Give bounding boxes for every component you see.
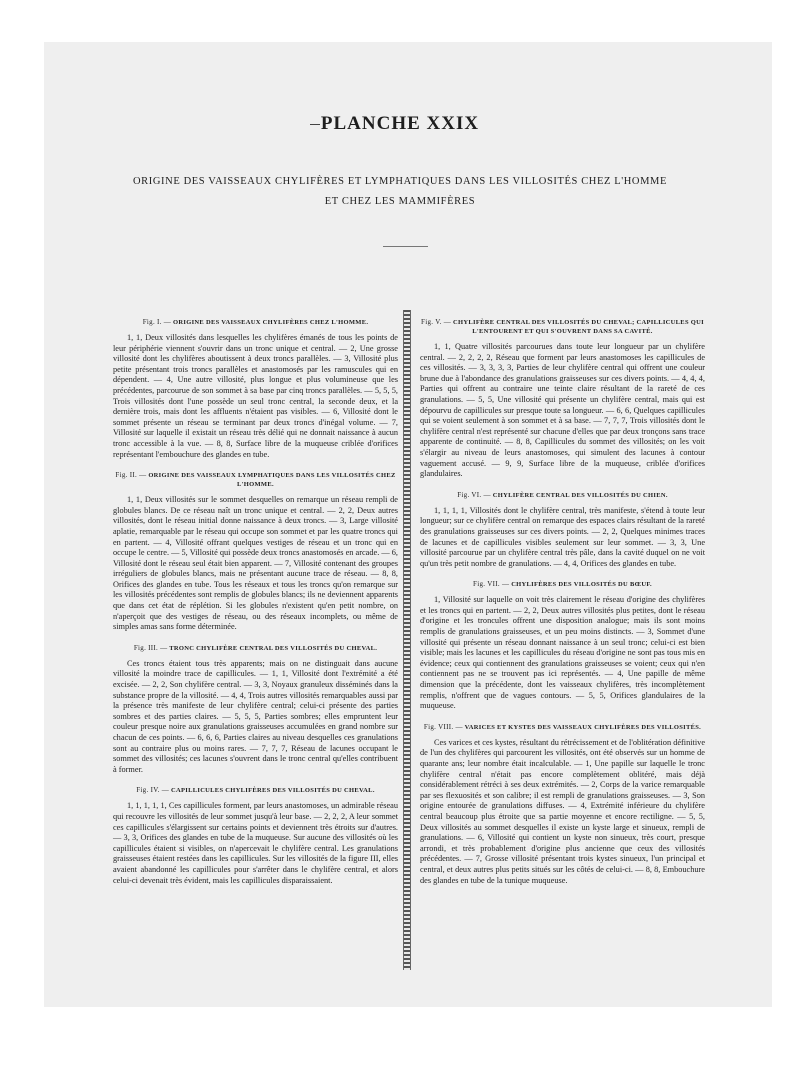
figure-description: 1, 1, Deux villosités sur le sommet desquelles on remarque un réseau rempli de globules blancs. De ce réseau naît un tronc unique et central. — 2, 2, Deux autres villosités, dont le réseau initial donne naissance à deux troncs. — 3, Large villosité aplatie, remarquable par le réseau qui occupe son sommet et par les quatre troncs qui en partent. — 4, Villosité offrant quelques vestiges de réseau et un tronc qui en occupe le centre. — 5, Villosité qui possède deux troncs anastomosés en arcade. — 6, Villosité dont le réseau seul était bien apparent. — 7, Villosité contenant des groupes irréguliers de globules blancs, mais ne présentant aucune trace de réseau. — 8, 8, Orifices des glandes en tube. Tous les réseaux et tous les troncs qu'on remarque sur les villosités précédentes sont remplis de globules blancs; ils ne deviennent apparents que dans cet état de réplétion. Si les globules n'existent qu'en petit nombre, on n'aperçoit que des vestiges de réseau, ou des réseaux incomplets, ou même de simples amas sans forme déterminée. (113, 495, 398, 632)
page-subtitle (120, 172, 680, 212)
figure-title: VARICES ET KYSTES DES VAISSEAUX CHYLIFÈRES DES VILLOSITÉS. (464, 723, 702, 731)
figure-label: Fig. I. — (142, 318, 172, 326)
figure-description: Ces troncs étaient tous très apparents; mais on ne distinguait dans aucune villosité la moindre trace de capillicules. — 1, 1, Villosité dont l'extrémité a été excisée. — 2, 2, Son chylifère central. — 3, 3, Noyaux granuleux disséminés dans la substance propre de la villosité. — 4, 4, Trois autres villosités remarquables aussi par la présence très manifeste de leur chylifère central; celui-ci présente des parties sombres et des parties claires. — 5, 5, 5, Parties sombres; elles empruntent leur couleur presque noire aux granulations graisseuses accumulées en grand nombre sur chacun de ces points. — 6, 6, 6, Parties claires au niveau desquelles ces granulations sont au contraire plus ou moins rares. — 7, 7, 7, Réseau de lacunes occupant le sommet des villosités; ces lacunes s'ouvrent dans le tronc central qu'elles contribuent à former. (113, 658, 398, 774)
figure-description: 1, Villosité sur laquelle on voit très clairement le réseau d'origine des chylifères et les troncs qui en partent. — 2, 2, Deux autres villosités plus petites, dont le réseau d'origine et les troncules offrent une disposition analogue; mais ils sont moins remplis de granulations graisseuses, et un peu moins distincts. — 3, Sommet d'une villosité qui présente un réseau donnant naissance à un seul tronc; celui-ci est bien visible; mais les lacunes et les capillicules du réseau d'origine ne sont pas tous mis en évidence; ceux qui contiennent des granulations graisseuses se voient; ceux qui n'en contiennent pas ne se trouvent pas ici représentés. — 4, Une papille de même dimension que la précédente, dont les vaisseaux chylifères, très incomplètement remplis, n'offrent que de vagues contours. — 5, 5, Orifices glandulaires de la muqueuse. (420, 595, 705, 711)
figure-heading (113, 644, 398, 653)
right-column (420, 318, 705, 897)
figure-heading (113, 786, 398, 795)
figure-title: ORIGINE DES VAISSEAUX CHYLIFÈRES CHEZ L'HOMME. (173, 319, 369, 326)
figure-label: Fig. VI. — (457, 490, 491, 499)
column-divider (403, 310, 411, 970)
figure-title: TRONC CHYLIFÈRE CENTRAL DES VILLOSITÉS DU CHEVAL. (169, 644, 378, 652)
figure-description: 1, 1, 1, 1, 1, Ces capillicules forment, par leurs anastomoses, un admirable réseau qui recouvre les villosités de leur sommet jusqu'à leur base. — 2, 2, 2, A leur sommet ces capillicules s'élargissent sur certains points et deviennent très étroits sur d'autres. — 3, 3, Orifices des glandes en tube de la muqueuse. Sur aucune des villosités où les capillicules étaient si visibles, on n'apercevait le chylifère central. Les granulations graisseuses étaient restées dans les capillicules. Sur les villosités de la figure III, elles avaient abandonné les capillicules pour s'arrêter dans le chylifère central, et alors celui-ci devenait très évident, mais les capillicules disparaissaient. (113, 801, 398, 885)
figure-title: ORIGINE DES VAISSEAUX LYMPHATIQUES DANS LES VILLOSITÉS CHEZ L'HOMME. (148, 472, 396, 489)
figure-title: CAPILLICULES CHYLIFÈRES DES VILLOSITÉS DU CHEVAL. (171, 787, 375, 795)
figure-description: 1, 1, Deux villosités dans lesquelles les chylifères émanés de tous les points de leur périphérie viennent s'ouvrir dans un tronc unique et central. — 2, Une grosse villosité dont les chylifères aboutissent à deux troncs parallèles. — 3, Villosité plus petite présentant trois troncs parallèles et anastomosés par les ramuscules qui en dépendent. — 4, Une autre villosité, plus longue et plus volumineuse que les précédentes, parcourue de son sommet à sa base par cinq troncs parallèles. — 5, 5, 5, Trois villosités dont l'une possède un seul tronc central, la seconde deux, et la dernière trois, mais dont les affluents n'étaient pas visibles. — 6, Villosité dont le sommet présente un réseau se terminant par deux troncs d'inégal volume. — 7, Villosité sur laquelle il existait un réseau très délié qui ne donnait naissance à aucun tronc accessible à la vue. — 8, 8, Surface libre de la muqueuse criblée d'orifices représentant l'embouchure des glandes en tube. (113, 333, 398, 459)
figure-description: 1, 1, Quatre villosités parcourues dans toute leur longueur par un chylifère central. — 2, 2, 2, 2, Réseau que forment par leurs anastomoses les capillicules de ces villosités. — 3, 3, 3, 3, Parties de leur chylifère central qui offrent une couleur brune due à l'abondance des granulations graisseuses sur ces divers points. — 4, 4, 4, Parties qui offrent au contraire une teinte claire résultant de la rareté de ces granulations. — 5, 5, Une villosité qui présente un chylifère central, mais qui est dépourvu de capillicules sur presque toute sa longueur. — 6, 6, Quelques capillicules qui se voient seulement à son sommet et à sa base. — 7, 7, 7, Trois villosités dont le chylifère central n'est représenté sur chacune d'elles que par deux tronçons sans trace apparente de continuité. — 8, 8, Capillicules du sommet des villosités; on les voit s'élargir au niveau de leurs anastomoses, qui simulent des lacunes à contour vaguement accusé. — 9, 9, Surface libre de la muqueuse, criblée d'orifices glandulaires. (420, 342, 705, 479)
figure-heading (420, 723, 705, 732)
subtitle-line-2: ET CHEZ LES MAMMIFÈRES (324, 196, 476, 207)
subtitle-line-1: ORIGINE DES VAISSEAUX CHYLIFÈRES ET LYMPHATIQUES DANS LES VILLOSITÉS CHEZ L'HOMME (132, 176, 667, 187)
figure-label: Fig. VII. — (473, 580, 510, 589)
figure-label: Fig. VIII. — (423, 722, 463, 731)
figure-heading (113, 471, 398, 489)
figure-heading (113, 318, 398, 327)
figure-label: Fig. IV. — (136, 786, 170, 795)
left-column (113, 318, 398, 897)
figure-label: Fig. V. — (421, 318, 452, 326)
figure-heading (420, 318, 705, 336)
figure-heading (420, 580, 705, 589)
figure-title: CHYLIFÈRE CENTRAL DES VILLOSITÉS DU CHIEN. (492, 491, 668, 499)
figure-label: Fig. II. — (115, 471, 147, 480)
figure-description: Ces varices et ces kystes, résultant du rétrécissement et de l'oblitération définitive de l'un des chylifères qui parcourent les villosités, ont été observés sur un homme de quarante ans; leur nombre était incalculable. — 1, Une papille sur laquelle le tronc chylifère central n'était pas encore complètement oblitéré, mais déjà considérablement rétréci à ses deux extrémités. — 2, Corps de la varice remarquable par ses flexuosités et son calibre; il est rempli de granulations graisseuses. — 3, Son origine entourée de granulations diffuses. — 4, Extrémité inférieure du chylifère central beaucoup plus étroite que sa partie moyenne et encore rectiligne. — 5, 5, Deux villosités au sommet desquelles il existe un kyste large et sinueux, rempli de granulations. — 6, Villosité qui contient un kyste non sinueux, très court, presque arrondi, et très probablement d'origine plus ancienne que ceux des villosités précédentes. — 7, Grosse villosité présentant trois kystes sinueux, l'un principal et central, et deux autres plus petits situés sur les côtés de celui-ci. — 8, 8, Embouchure des glandes en tube de la tunique muqueuse. (420, 737, 705, 885)
figure-title: CHYLIFÈRES DES VILLOSITÉS DU BŒUF. (511, 581, 652, 589)
page-title: PLANCHE XXIX (320, 113, 480, 134)
figure-title: CHYLIFÈRE CENTRAL DES VILLOSITÉS DU CHEVAL; CAPILLICULES QUI L'ENTOURENT ET QUI S'OUVRENT DANS SA CAVITÉ. (453, 319, 704, 335)
title-rule (383, 246, 428, 247)
figure-heading (420, 491, 705, 500)
figure-label: Fig. III. — (133, 643, 168, 652)
figure-description: 1, 1, 1, 1, Villosités dont le chylifère central, très manifeste, s'étend à toute leur longueur; sur ce chylifère central on remarque des espaces clairs résultant de la rareté des granulations graisseuses sur ces divers points. — 2, 2, Quelques minimes traces de lacunes et de capillicules visibles seulement sur leur sommet. — 3, 3, Une villosité parcourue par un chylifère central très pâle, dans la cavité duquel on ne voit qu'un très petit nombre de granulations. — 4, 4, Orifices des glandes en tube. (420, 505, 705, 568)
